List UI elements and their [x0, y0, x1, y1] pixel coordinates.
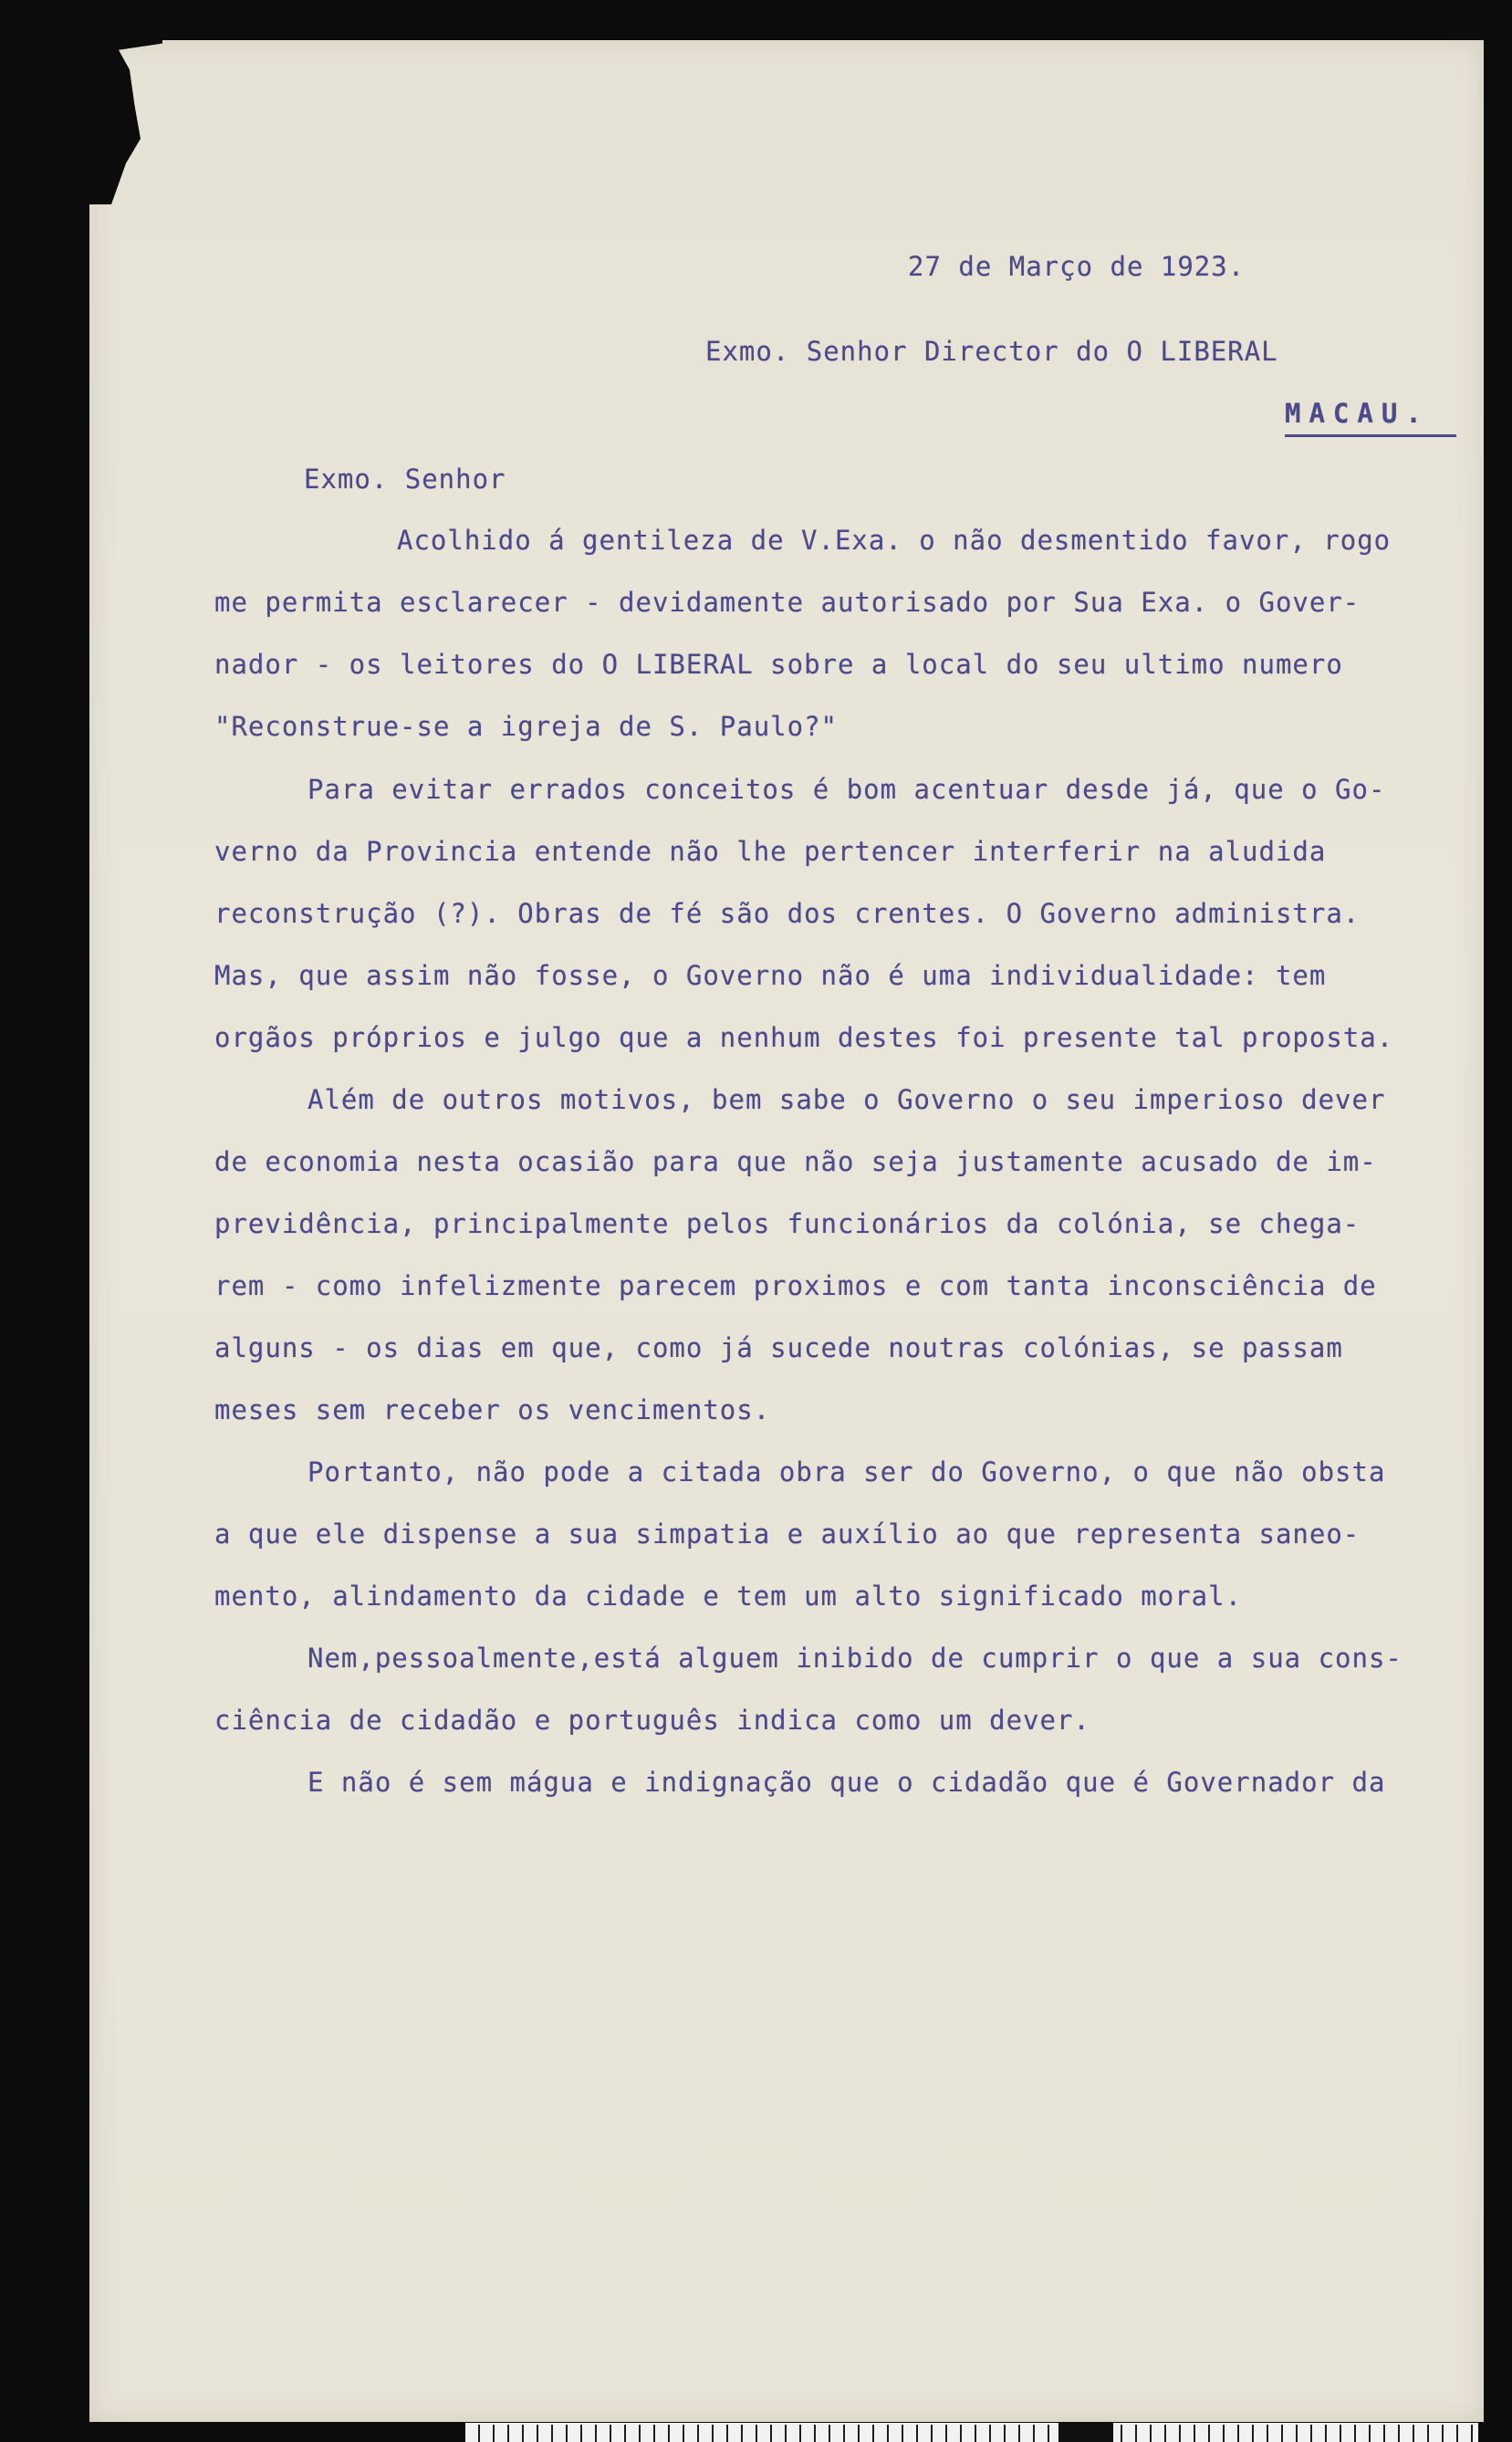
letter-addressee: Exmo. Senhor Director do O LIBERAL	[705, 336, 1278, 367]
city-underline	[1285, 434, 1456, 437]
text-line: me permita esclarecer - devidamente autorisado por Sua Exa. o Gover-	[214, 587, 1361, 618]
text-line: Além de outros motivos, bem sabe o Governo o seu imperioso dever	[308, 1084, 1386, 1115]
text-line: nador - os leitores do O LIBERAL sobre a local do seu ultimo numero	[214, 649, 1343, 680]
text-line: "Reconstrue-se a igreja de S. Paulo?"	[214, 711, 839, 742]
text-line: verno da Provincia entende não lhe pertencer interferir na aludida	[214, 836, 1327, 867]
text-line: orgãos próprios e julgo que a nenhum destes foi presente tal proposta.	[214, 1022, 1394, 1053]
text-line: E não é sem mágua e indignação que o cidadão que é Governador da	[308, 1767, 1386, 1798]
text-line: Para evitar errados conceitos é bom acentuar desde já, que o Go-	[308, 774, 1386, 805]
text-line: Portanto, não pode a citada obra ser do Governo, o que não obsta	[308, 1456, 1386, 1487]
letter-salutation: Exmo. Senhor	[304, 464, 506, 495]
letter-city: MACAU.	[1285, 398, 1422, 429]
text-line: alguns - os dias em que, como já sucede noutras colónias, se passam	[214, 1332, 1343, 1363]
text-line: mento, alindamento da cidade e tem um alto significado moral.	[214, 1581, 1243, 1612]
text-line: previdência, principalmente pelos funcionários da colónia, se chega-	[214, 1208, 1361, 1239]
ruler-marker	[1058, 2423, 1113, 2442]
text-line: de economia nesta ocasião para que não seja justamente acusado de im-	[214, 1146, 1377, 1177]
text-line: Nem,pessoalmente,está alguem inibido de cumprir o que a sua cons-	[308, 1643, 1403, 1674]
text-line: rem - como infelizmente parecem proximos e com tanta inconsciência de	[214, 1270, 1377, 1301]
text-line: a que ele dispense a sua simpatia e auxílio ao que representa saneo-	[214, 1518, 1361, 1550]
text-line: Mas, que assim não fosse, o Governo não é uma individualidade: tem	[214, 960, 1327, 991]
text-line: meses sem receber os vencimentos.	[214, 1394, 771, 1425]
text-line: ciência de cidadão e português indica como um dever.	[214, 1705, 1090, 1736]
letter-date: 27 de Março de 1923.	[908, 251, 1246, 282]
text-line: reconstrução (?). Obras de fé são dos crentes. O Governo administra.	[214, 898, 1361, 929]
text-line: Acolhido á gentileza de V.Exa. o não desmentido favor, rogo	[397, 525, 1392, 556]
scale-ruler	[465, 2423, 1478, 2442]
